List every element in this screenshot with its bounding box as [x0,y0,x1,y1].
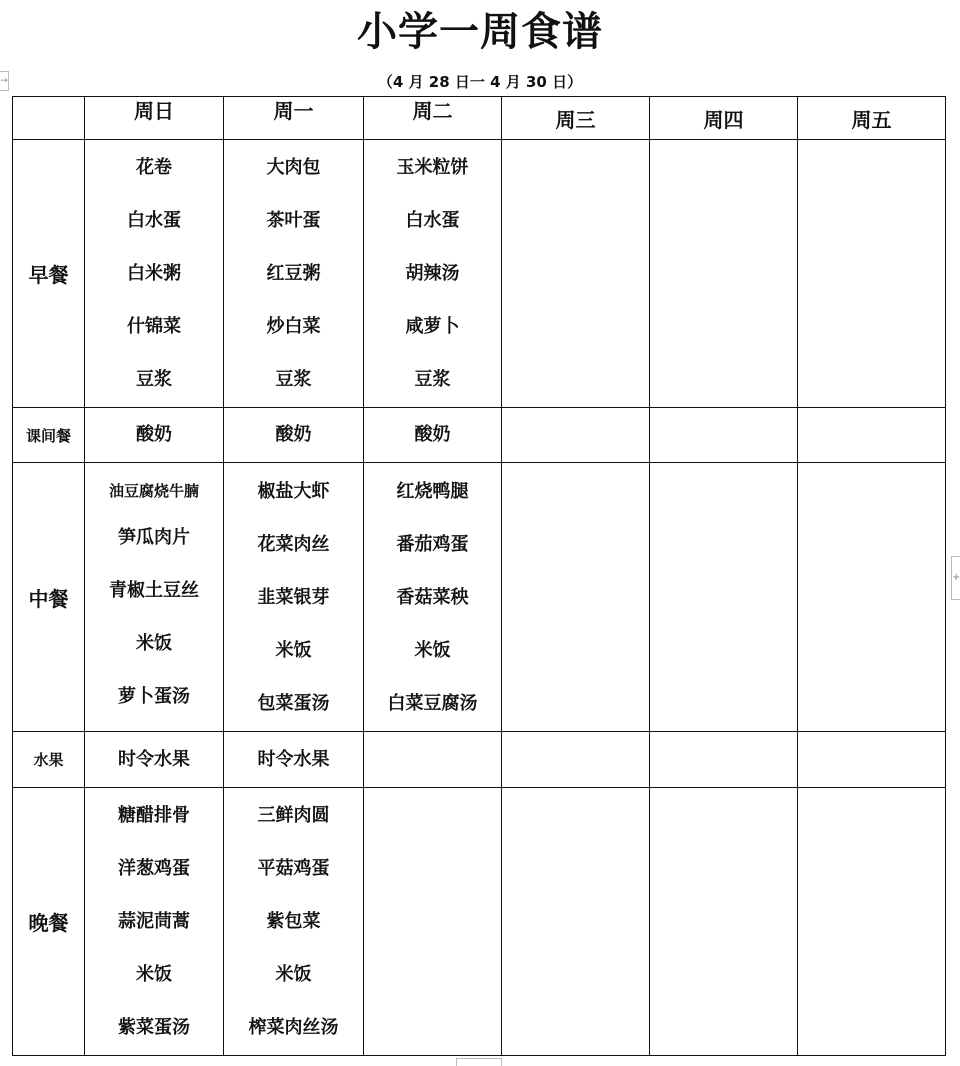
menu-cell [364,408,502,463]
dish-item: 三鲜肉圆 [257,805,330,826]
table-resize-handle[interactable] [456,1058,502,1066]
table-move-handle-icon[interactable]: → [0,71,9,91]
menu-cell-empty [798,788,946,1056]
day-header: 周三 [502,97,650,140]
menu-cell-empty [502,408,650,463]
dish-item: 米饭 [136,633,172,654]
menu-cell-empty [364,732,502,788]
menu-cell [364,463,502,732]
dish-item: 油豆腐烧牛腩 [108,482,199,500]
corner-header-cell [13,97,85,140]
dish-item: 咸萝卜 [405,316,460,337]
meal-row-breakfast [13,140,946,408]
dish-item: 平菇鸡蛋 [257,858,330,879]
add-column-handle-icon[interactable]: + [951,556,960,600]
menu-cell-empty [798,463,946,732]
dish-item: 红烧鸭腿 [396,480,469,502]
day-header: 周日 [85,97,224,140]
menu-cell [85,408,224,463]
dish-item: 红豆粥 [266,263,321,284]
dish-item: 米饭 [414,639,451,661]
menu-cell-empty [650,732,798,788]
dish-item: 酸奶 [136,424,172,445]
menu-cell-empty [502,463,650,732]
dish-item: 蒜泥茼蒿 [118,911,190,932]
dish-item: 什锦菜 [127,316,181,337]
meal-label: 晚餐 [13,788,85,1056]
meal-row-dinner [13,788,946,1056]
meal-row-lunch [13,463,946,732]
dish-item: 番茄鸡蛋 [396,533,469,555]
dish-item: 时令水果 [118,748,190,770]
menu-cell [224,140,364,408]
meal-label: 早餐 [13,140,85,408]
dish-item: 韭菜银芽 [257,586,330,608]
dish-item: 包菜蛋汤 [257,692,330,714]
weekly-menu-table [12,96,946,1056]
dish-item: 豆浆 [136,369,172,390]
dish-item: 豆浆 [275,369,312,390]
menu-cell [224,408,364,463]
meal-label: 课间餐 [13,408,85,463]
menu-cell-empty [650,140,798,408]
date-range: （4 月 28 日一 4 月 30 日） [377,73,583,91]
dish-item: 糖醋排骨 [118,805,190,826]
menu-cell-empty [650,408,798,463]
day-header: 周四 [650,97,798,140]
menu-cell-empty [650,463,798,732]
menu-cell [364,140,502,408]
dish-item: 笋瓜肉片 [118,527,190,548]
dish-item: 白水蛋 [127,210,181,231]
menu-cell [85,463,224,732]
menu-cell [85,788,224,1056]
meal-row-fruit [13,732,946,788]
dish-item: 玉米粒饼 [396,157,469,178]
header-row [13,97,946,140]
page-title: 小学一周食谱 [357,8,603,55]
dish-item: 椒盐大虾 [257,480,330,502]
dish-item: 酸奶 [414,424,451,445]
dish-item: 米饭 [275,964,312,985]
dish-item: 紫包菜 [266,911,321,932]
menu-cell [85,140,224,408]
dish-item: 米饭 [136,964,172,985]
menu-cell-empty [798,408,946,463]
dish-item: 茶叶蛋 [266,210,321,231]
menu-cell-empty [798,140,946,408]
menu-cell-empty [364,788,502,1056]
menu-cell-empty [502,732,650,788]
menu-cell [85,732,224,788]
dish-item: 白米粥 [127,263,181,284]
dish-item: 豆浆 [414,369,451,390]
dish-item: 花菜肉丝 [257,533,330,555]
menu-cell-empty [650,788,798,1056]
dish-item: 时令水果 [257,748,330,770]
dish-item: 榨菜肉丝汤 [248,1017,339,1038]
menu-cell [224,732,364,788]
dish-item: 胡辣汤 [405,263,460,284]
dish-item: 萝卜蛋汤 [118,686,190,707]
dish-item: 洋葱鸡蛋 [118,858,190,879]
day-header: 周一 [224,97,364,140]
dish-item: 炒白菜 [266,316,321,337]
menu-cell-empty [502,140,650,408]
menu-cell-empty [502,788,650,1056]
dish-item: 花卷 [136,157,172,178]
dish-item: 白菜豆腐汤 [387,692,478,714]
meal-row-snack [13,408,946,463]
day-header: 周二 [364,97,502,140]
dish-item: 青椒土豆丝 [109,580,199,601]
dish-item: 香菇菜秧 [396,586,469,608]
dish-item: 大肉包 [266,157,321,178]
meal-label: 水果 [13,732,85,788]
dish-item: 酸奶 [275,424,312,445]
meal-label: 中餐 [13,463,85,732]
menu-cell-empty [798,732,946,788]
dish-item: 米饭 [275,639,312,661]
dish-item: 紫菜蛋汤 [118,1017,190,1038]
menu-cell [224,463,364,732]
menu-cell [224,788,364,1056]
day-header: 周五 [798,97,946,140]
dish-item: 白水蛋 [405,210,460,231]
